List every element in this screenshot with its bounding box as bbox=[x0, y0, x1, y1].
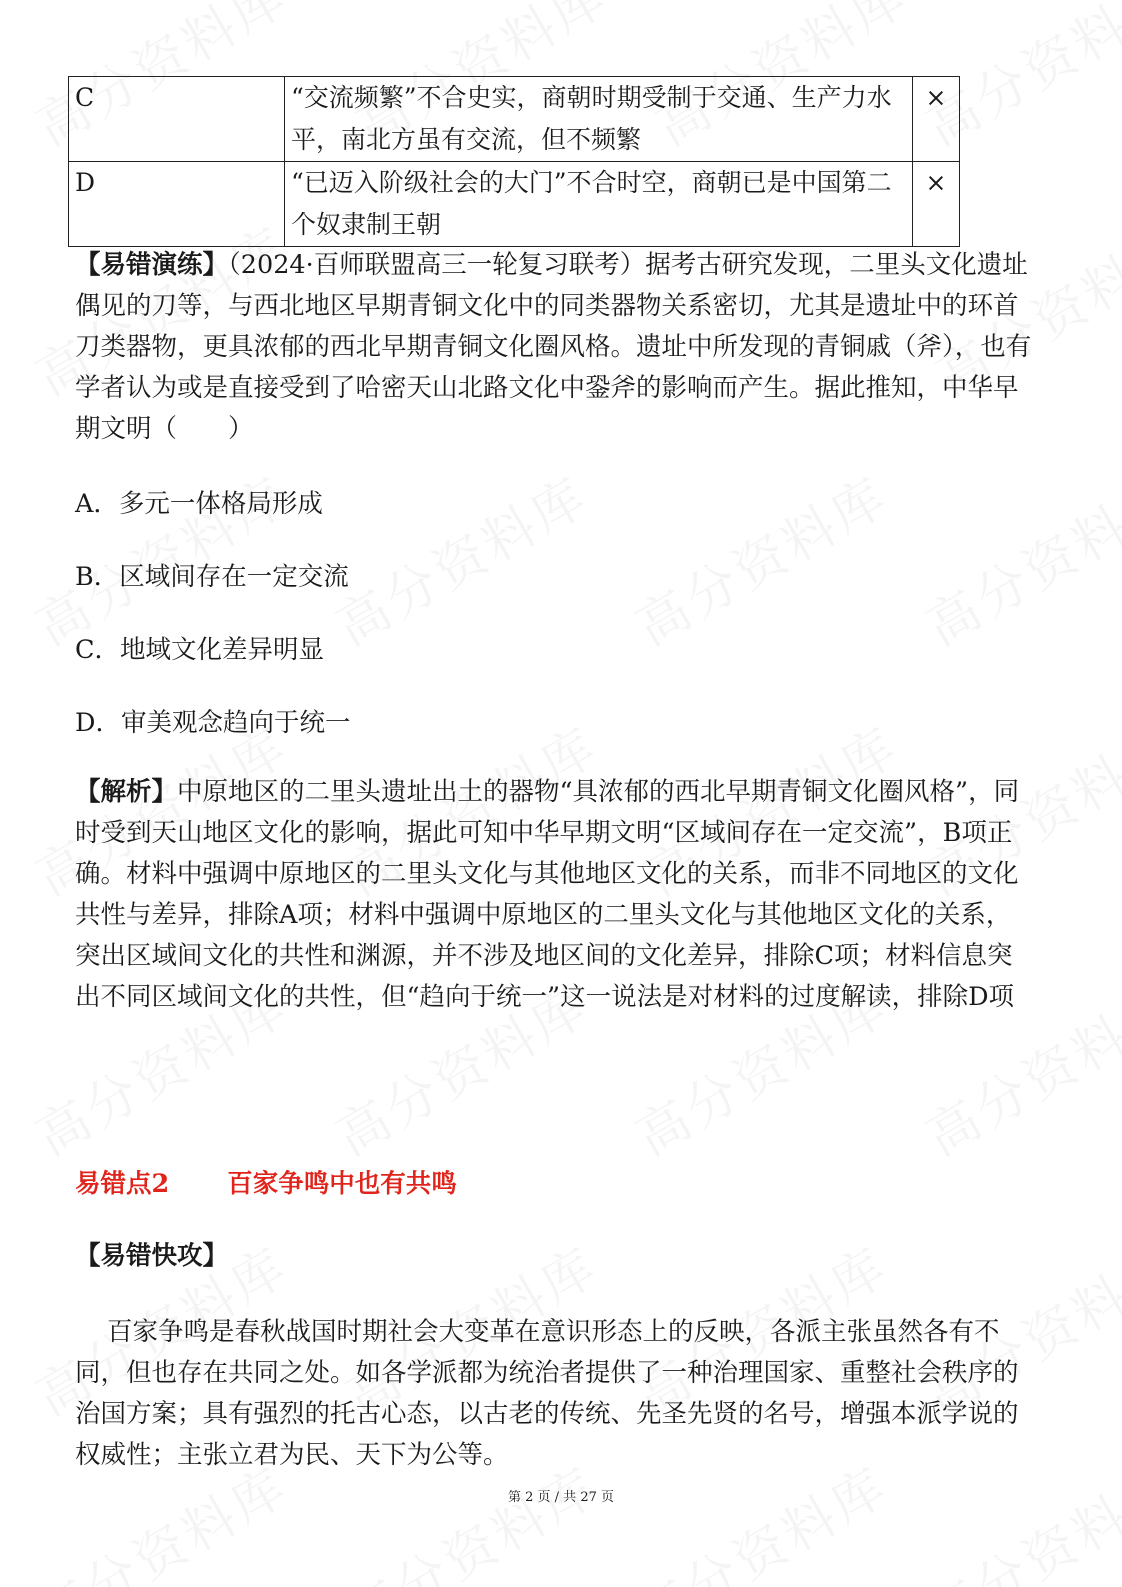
exercise-text: （2024·百师联盟高三一轮复习联考）据考古研究发现，二里头文化遗址偶见的刀等，与西北地区早期青铜文化中的同类器物关系密切，尤其是遗址中的环首刀类器物，更具浓郁的西北早期青铜文化圈风格。遗址中所发现的青铜戚（斧），也有学者认为或是直接受到了哈密天山北路文化中銎斧的影响而产生。据此推知，中华早期文明（ ） bbox=[75, 250, 1032, 444]
analysis-cell: “已迈入阶级社会的大门”不合时空，商朝已是中国第二个奴隶制王朝 bbox=[285, 162, 913, 247]
answer-table bbox=[68, 76, 960, 247]
quick-label: 【易错快攻】 bbox=[75, 1241, 229, 1271]
section-number: 易错点2 bbox=[75, 1169, 170, 1199]
analysis-paragraph bbox=[75, 772, 1035, 1018]
analysis-cell: “交流频繁”不合史实，商朝时期受制于交通、生产力水平，南北方虽有交流，但不频繁 bbox=[285, 77, 913, 162]
watermark bbox=[620, 455, 900, 660]
analysis-text: 中原地区的二里头遗址出土的器物“具浓郁的西北早期青铜文化圈风格”，同时受到天山地区文化的影响，据此可知中华早期文明“区域间存在一定交流”，B项正确。材料中强调中原地区的二里头文化与其他地区文化的关系，而非不同地区的文化共性与差异，排除A项；材料中强调中原地区的二里头文化与其他地区文化的关系，突出区域间文化的共性和渊源，并不涉及地区间的文化差异，排除C项；材料信息突出不同区域间文化的共性，但“趋向于统一”这一说法是对材料的过度解读，排除D项 bbox=[75, 777, 1020, 1012]
watermark bbox=[320, 455, 600, 660]
section-title: 百家争鸣中也有共鸣 bbox=[227, 1169, 457, 1199]
page-footer: 第 2 页 / 共 27 页 bbox=[508, 1490, 614, 1505]
exercise-label: 【易错演练】 bbox=[75, 250, 229, 280]
option-b: B．区域间存在一定交流 bbox=[75, 562, 349, 592]
analysis-label: 【解析】 bbox=[75, 777, 178, 807]
section-heading bbox=[75, 1164, 1035, 1205]
quick-paragraph: 百家争鸣是春秋战国时期社会大变革在意识形态上的反映，各派主张虽然各有不同，但也存在共同之处。如各学派都为统治者提供了一种治理国家、重整社会秩序的治国方案；具有强烈的托古心态，以古老的传统、先圣先贤的名号，增强本派学说的权威性；主张立君为民、天下为公等。 bbox=[75, 1317, 1019, 1470]
mark-cell: × bbox=[913, 162, 960, 247]
option-cell: D bbox=[69, 162, 285, 247]
option-cell: C bbox=[69, 77, 285, 162]
table-row bbox=[69, 77, 960, 162]
table-row bbox=[69, 162, 960, 247]
mark-cell: × bbox=[913, 77, 960, 162]
option-d: D．审美观念趋向于统一 bbox=[75, 708, 351, 738]
option-a: A．多元一体格局形成 bbox=[75, 489, 323, 519]
exercise-paragraph bbox=[75, 245, 1035, 450]
watermark bbox=[910, 455, 1122, 660]
option-c: C．地域文化差异明显 bbox=[75, 635, 325, 665]
